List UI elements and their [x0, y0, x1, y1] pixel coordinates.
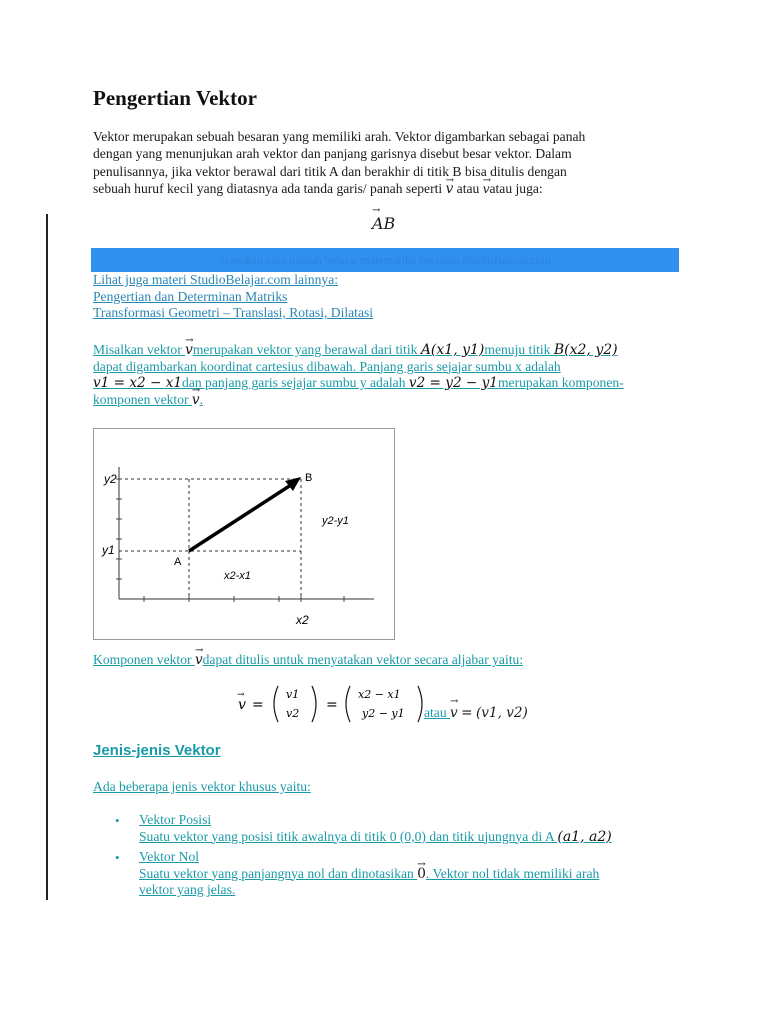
point-a: A(x1, y1) — [420, 342, 485, 358]
bullet-dot-1: • — [115, 813, 120, 828]
cartesian-figure — [93, 428, 395, 640]
paren-right-2 — [418, 686, 422, 722]
related-links — [93, 272, 373, 322]
label-dx: x2-x1 — [224, 570, 251, 582]
item2-desc-text-a: Suatu vektor yang panjangnya nol dan dinotasikan — [139, 865, 418, 881]
vector-v-komponen: → v — [195, 652, 203, 669]
formula-vector-ab — [372, 214, 395, 234]
bullet-dot-2: • — [115, 850, 120, 865]
ad-banner[interactable] — [91, 248, 679, 272]
intro-line-1: Vektor merupakan sebuah besaran yang memiliki arah. Vektor digambarkan sebagai panah — [93, 129, 586, 144]
matrix-v-lhs: v — [238, 697, 246, 713]
matrix-v-arrow: → — [237, 690, 245, 700]
item2-title: Vektor Nol — [139, 849, 200, 864]
item-vektor-nol — [139, 849, 599, 899]
point-a1-a2: (a1, a2) — [557, 828, 612, 845]
matrix-y2-y1: y2 − y1 — [362, 707, 405, 720]
vector-v-inline-2: → v — [192, 392, 200, 409]
matrix-x2-x1: x2 − x1 — [358, 688, 401, 701]
misal-text-5: merupakan komponen- — [497, 375, 624, 391]
misal-text-6: komponen vektor — [93, 391, 192, 407]
section-heading-jenis: Jenis-jenis Vektor — [93, 742, 221, 759]
label-y1: y1 — [102, 543, 115, 557]
label-dy: y2-y1 — [322, 515, 349, 527]
v1-equation: v1 = x2 − x1 — [93, 375, 183, 392]
banner-text[interactable]: Temukan cara mudah belajar matematika bersama StudioBelajar.com — [218, 253, 552, 267]
matrix-v2: v2 — [286, 707, 300, 720]
paren-left-1 — [274, 686, 278, 722]
left-margin-bar — [46, 214, 48, 900]
item-vektor-posisi — [139, 812, 612, 845]
intro-line-4b: atau — [456, 180, 483, 196]
zero-vector-symbol: → 0 — [417, 866, 426, 883]
paren-left-2 — [346, 686, 350, 722]
item1-title: Vektor Posisi — [139, 812, 212, 827]
page-title: Pengertian Vektor — [93, 86, 257, 110]
vector-v-symbol: → v — [446, 181, 454, 198]
atau-line: atau → v = (v1, v2) — [424, 705, 528, 721]
misal-line-4: komponen vektor → v. — [93, 392, 693, 409]
misal-paragraph — [93, 342, 693, 408]
v2-equation: v2 = y2 − y1 — [408, 375, 498, 392]
misal-line-2: dapat digambarkan koordinat cartesius dibawah. Panjang garis sejajar sumbu x adalah — [93, 358, 561, 374]
misal-line-1 — [93, 342, 693, 359]
intro-paragraph — [93, 128, 673, 198]
intro-line-4c: atau juga: — [489, 180, 543, 196]
intro-line-3: penulisannya, jika vektor berawal dari titik A dan berakhir di titik B bisa ditulis dengan — [93, 163, 567, 179]
label-point-a: A — [174, 556, 182, 568]
item2-desc — [139, 866, 599, 883]
misal-line-3 — [93, 375, 693, 392]
item2-desc-text-b: . Vektor nol tidak memiliki arah — [425, 865, 600, 881]
atau-text: atau — [424, 705, 451, 720]
vector-ab-symbol: → AB — [372, 214, 395, 233]
eq-sign-1: = — [252, 697, 264, 713]
cartesian-svg — [94, 429, 394, 639]
intro-line-4 — [93, 180, 673, 198]
jenis-intro: Ada beberapa jenis vektor khusus yaitu: — [93, 779, 311, 794]
label-point-b: B — [305, 472, 313, 484]
misal-text-1: Misalkan vektor — [93, 342, 186, 357]
matrix-v1: v1 — [286, 688, 300, 701]
intro-line-2: dengan yang menunjukan arah vektor dan panjang garisnya disebut besar vektor. Dalam — [93, 146, 572, 162]
vector-v-tuple: → v — [450, 705, 458, 721]
link-transformasi[interactable]: Transformasi Geometri – Translasi, Rotasi, Dilatasi — [93, 305, 374, 321]
vector-v-symbol-small: → v — [483, 181, 490, 198]
intro-line-4a: sebuah huruf kecil yang diatasnya ada tanda garis/ panah seperti — [93, 180, 446, 196]
komponen-line — [93, 652, 523, 669]
misal-text-2: merupakan vektor yang berawal dari titik — [192, 342, 421, 357]
misal-text-4: dan panjang garis sejajar sumbu y adalah — [182, 375, 409, 391]
item1-desc — [139, 829, 612, 846]
vector-v-inline: → v — [185, 342, 193, 359]
related-heading[interactable]: Lihat juga materi StudioBelajar.com lainnya: — [93, 272, 338, 287]
item2-desc-line2: vektor yang jelas. — [139, 882, 236, 898]
komponen-text-1: Komponen vektor — [93, 652, 195, 667]
komponen-text-2: dapat ditulis untuk menyatakan vektor secara aljabar yaitu: — [202, 652, 524, 667]
point-b: B(x2, y2) — [553, 342, 618, 358]
tuple-v: (v1, v2) — [475, 705, 528, 721]
link-matriks[interactable]: Pengertian dan Determinan Matriks — [93, 288, 288, 304]
paren-right-1 — [312, 686, 316, 722]
item1-desc-text: Suatu vektor yang posisi titik awalnya di titik 0 (0,0) dan titik ujungnya di A — [139, 828, 558, 844]
vector-arrow-line — [189, 483, 294, 551]
eq-sign-2: = — [326, 697, 338, 713]
label-x2: x2 — [296, 613, 309, 627]
misal-text-3: menuju titik — [484, 342, 554, 357]
label-y2: y2 — [104, 472, 117, 486]
